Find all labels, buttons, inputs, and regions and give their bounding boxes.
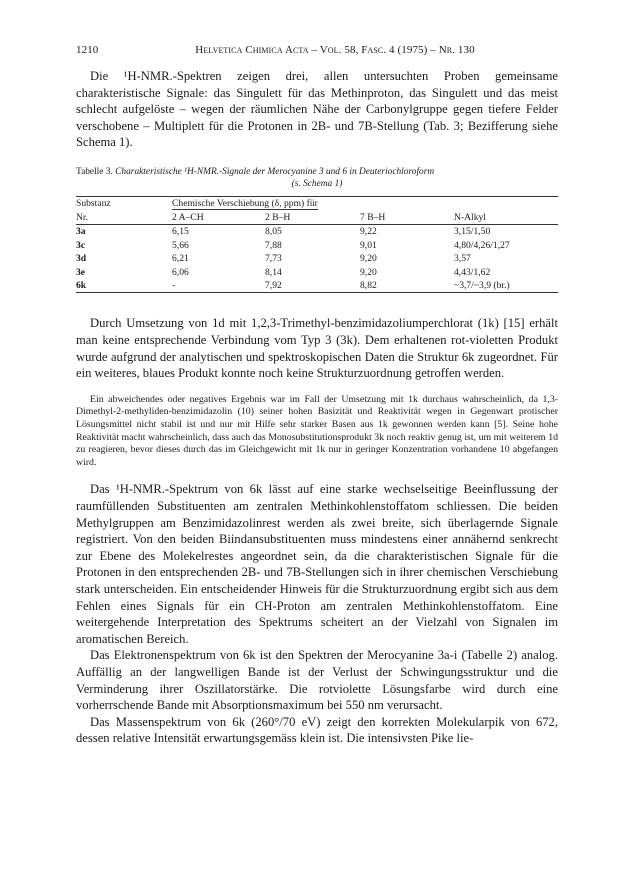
cell-2a-ch: 5,66 (172, 239, 189, 251)
nmr-table (76, 196, 558, 294)
table-row (76, 279, 558, 293)
cell-n-alkyl: 4,80/4,26/1,27 (454, 239, 510, 251)
table-header-row (76, 196, 558, 210)
journal-title: Helvetica Chimica Acta – Vol. 58, Fasc. 4 (1975) – Nr. 130 (195, 44, 475, 56)
cell-n-alkyl: ~3,7/~3,9 (br.) (454, 279, 558, 293)
cell-7b-h: 9,01 (360, 239, 377, 251)
table-caption-line2: (s. Schema 1) (291, 178, 343, 189)
header-substanz: Substanz (76, 196, 172, 210)
header-n-alkyl: N-Alkyl (454, 210, 558, 224)
header-nr: Nr. (76, 210, 172, 224)
paragraph-electronic-spectrum: Das Elektronenspektrum von 6k ist den Spektren der Merocyanine 3a-i (Tabelle 2) analog. Auffällig an der langwelligen Bande ist der Verlust der Schwingungsstruktur und die Verminderung ihrer Oszillatorstärke. Die rotviolette Lösungsfarbe wird durch eine vorherrschende Bande mit Absorptionsmaximum bei 550 nm verursacht. (76, 648, 558, 713)
paragraph-nmr-6k: Das ¹H-NMR.-Spektrum von 6k lässt auf eine starke wechselseitige Beeinflussung der raumfüllenden Substituenten am zentralen Methinkohlenstoffatom schliessen. Die beiden Methylgruppen am Benzimidazolinrest werden als zwei breite, sich überlagernde Signale registriert. Von den beiden Biindansubstituenten muss mindestens einer annähernd senkrecht zur Ebene des Molekelrestes angeordnet sein, da die charakteristischen Signale für die Protonen in den entsprechenden 2B- und 7B-Stellungen sich in ihrer chemischen Verschiebung stark unterscheiden. Ein entscheidender Hinweis für die Strukturzuordnung ergibt sich aus dem Fehlen eines Signals für ein CH-Proton am zentralen Methinkohlenstoffatom. Eine weitergehende Interpretation des Spektrums scheitert an der Vielzahl von Signalen im aromatischen Bereich. (76, 482, 558, 646)
paragraph-small-print: Ein abweichendes oder negatives Ergebnis war im Fall der Umsetzung mit 1k durchaus wahrscheinlich, da 1,3-Dimethyl-2-methyliden-benzimidazolin (10) seiner hohen Basizität und Reaktivität wegen in Gegenwart protischer Lösungsmittel nicht stabil ist und nur mit Hilfe sehr starker Basen aus 1k gewonnen werden kann [5]. Seine hohe Reaktivität macht wahrscheinlich, dass auch das Monosubstitutionsprodukt 3k noch reaktiv genug ist, um mit weiterem 1d zu reagieren, bevor dieses durch das im Gleichgewicht mit 1k nur in geringer Konzentration vorhandene 10 abgefangen wird. (76, 393, 558, 468)
cell-2b-h: 7,88 (265, 239, 282, 251)
paragraph-mass-spectrum: Das Massenspektrum von 6k (260°/70 eV) zeigt den korrekten Molekularpik von 672, dessen relative Intensität erwartungsgemäss klein ist. Die intensivsten Pike lie- (76, 714, 558, 746)
cell-2a-ch: 6,15 (172, 226, 189, 238)
header-2a-ch: 2 A–CH (172, 210, 265, 224)
table-row (76, 224, 558, 238)
page-number: 1210 (76, 44, 99, 56)
cell-7b-h: 9,20 (360, 266, 377, 278)
cell-n-alkyl: 4,43/1,62 (454, 266, 491, 278)
table-caption-label: Tabelle 3. (76, 166, 113, 177)
cell-n-alkyl: 3,57 (454, 253, 471, 265)
cell-2a-ch: - (172, 279, 265, 293)
compound-id: 3a (76, 226, 86, 238)
page (76, 44, 558, 747)
paragraph-reaction-1d-1k: Durch Umsetzung von 1d mit 1,2,3-Trimethyl-benzimidazoliumperchlorat (1k) [15] erhält man keine entsprechende Verbindung vom Typ 3 (3k). Dem erhaltenen rot-violetten Produkt wurde aufgrund der analytischen und spektroskopischen Daten die Struktur 6k zugeordnet. Für ein weiteres, blaues Produkt konnte noch keine Strukturzuordnung getroffen werden. (76, 316, 558, 381)
header-2b-h: 2 B–H (265, 210, 360, 224)
cell-n-alkyl: 3,15/1,50 (454, 226, 491, 238)
running-head (76, 44, 558, 60)
cell-2b-h: 7,92 (265, 279, 360, 293)
cell-2a-ch: 6,06 (172, 266, 189, 278)
cell-7b-h: 9,20 (360, 253, 377, 265)
table-row (76, 238, 558, 252)
table-caption (76, 166, 558, 190)
header-shift-span: Chemische Verschiebung (δ, ppm) für (172, 198, 318, 210)
cell-7b-h: 9,22 (360, 226, 377, 238)
cell-2b-h: 7,73 (265, 253, 282, 265)
table-caption-text: Charakteristische ¹H-NMR.-Signale der Merocyanine 3 und 6 in Deuteriochloroform (115, 166, 435, 177)
compound-id: 3d (76, 253, 87, 265)
table-subheader-row (76, 210, 558, 224)
compound-id: 3e (76, 266, 86, 278)
compound-id: 3c (76, 239, 86, 251)
cell-2b-h: 8,14 (265, 266, 282, 278)
cell-2a-ch: 6,21 (172, 253, 189, 265)
header-7b-h: 7 B–H (360, 210, 454, 224)
paragraph-nmr-intro: Die ¹H-NMR.-Spektren zeigen drei, allen untersuchten Proben gemeinsame charakteristische Signale: das Singulett für das Methinproton, das Singulett und das meist schlecht aufgelöste – wegen der räumlichen Nähe der Carbonylgruppe gegen tiefere Felder verschobene – Multiplett für die Protonen in 2B- und 7B-Stellung (Tab. 3; Bezifferung siehe Schema 1). (76, 69, 558, 150)
cell-7b-h: 8,82 (360, 279, 454, 293)
table-row (76, 252, 558, 266)
table-row (76, 265, 558, 279)
cell-2b-h: 8,05 (265, 226, 282, 238)
compound-id: 6k (76, 280, 87, 292)
